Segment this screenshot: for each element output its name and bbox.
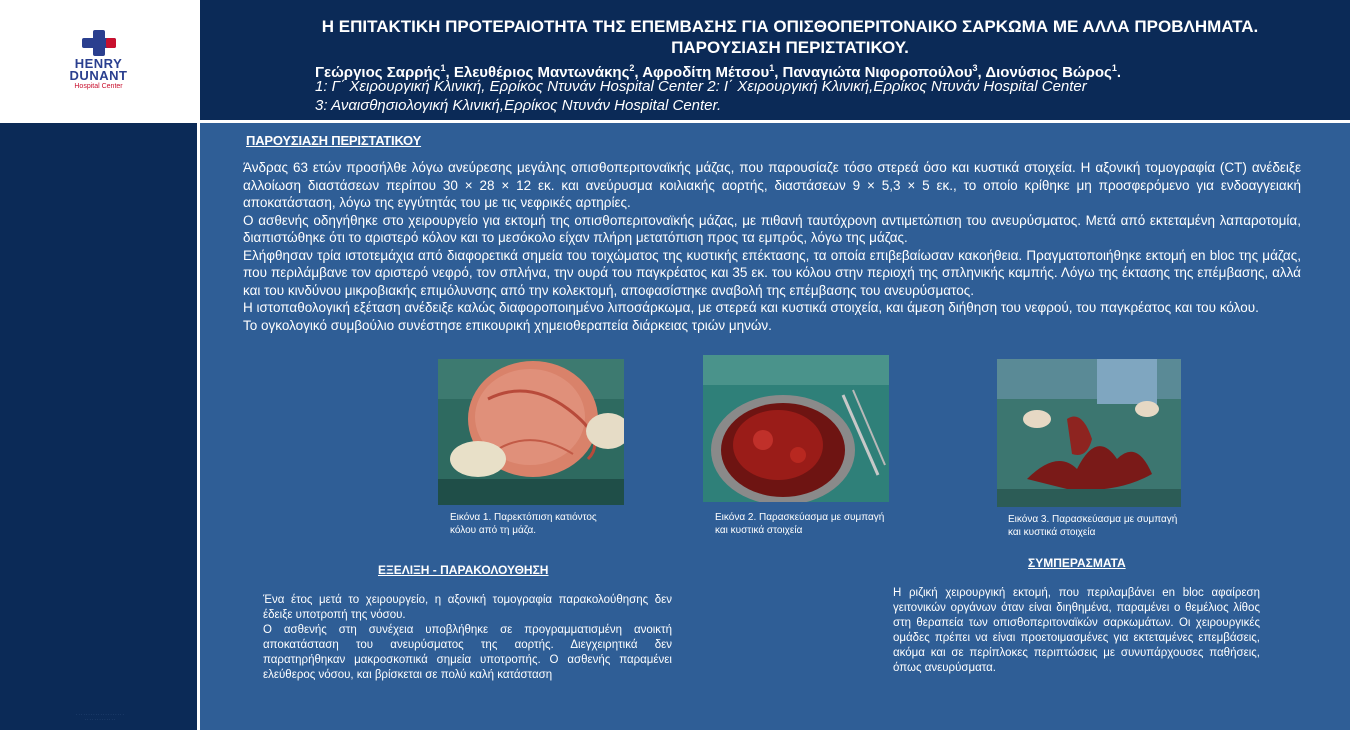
conclusions-text — [893, 586, 1260, 676]
affiliation-line-1: 1: Γ΄ Χειρουργική Κλινική, Ερρίκος Ντυνάν Hospital Center 2: Ι΄ Χειρουργική Κλινική,Ερρίκος Ντυνάν Hospital Center — [315, 78, 1087, 95]
logo-text-hospital: Hospital Center — [74, 82, 123, 90]
author-affiliation-number: 1 — [440, 63, 446, 73]
followup-paragraph: Ένα έτος μετά το χειρουργείο, η αξονική τομογραφία παρακολούθησης δεν έδειξε υποτροπή της νόσου. — [263, 594, 672, 621]
poster-body — [200, 123, 1350, 730]
cross-icon — [82, 30, 116, 56]
intro-paragraph: Ο ασθενής οδηγήθηκε στο χειρουργείο για εκτομή της οπισθοπεριτοναϊκής μάζας, με πιθανή ταυτόχρονη αντιμετώπιση του ανευρύσματος. Μετά από εκτεταμένη λαπαροτομία, διαπιστώθηκε ότι το αριστερό κόλον και το μεσόκολο είχαν πλήρη μετατόπιση προς τα εμπρός, λόγω της μάζας. — [243, 212, 1301, 245]
hospital-logo — [0, 0, 197, 120]
logo-text-henry: HENRY — [74, 55, 123, 71]
figure-1-caption: Εικόνα 1. Παρεκτόπιση κατιόντος κόλου από τη μάζα. — [450, 512, 597, 536]
author-name: Διονύσιος Βώρος — [985, 64, 1112, 81]
conclusions-heading: ΣΥΜΠΕΡΑΣΜΑΤΑ — [1028, 556, 1126, 570]
conclusions-paragraph: Η ριζική χειρουργική εκτομή, που περιλαμβάνει en bloc αφαίρεση γειτονικών οργάνων όταν είναι διηθημένα, παραμένει ο θεμέλιος λίθος στη θεραπεία των οπισθοπεριτοναϊκών σαρκωμάτων. Οι χειρουργικές ομάδες πρέπει να είναι προετοιμασμένες για εκτεταμένες επεμβάσεις, ακόμα και σε περίπλοκες περιπτώσεις με συνυπάρχουσες παθήσεις, όπως ανευρύσματα. — [893, 587, 1260, 674]
poster-header — [200, 0, 1350, 120]
followup-paragraph: Ο ασθενής στη συνέχεια υποβλήθηκε σε προγραμματισμένη ανοικτή αποκατάσταση του ανευρύσματος της αορτής. Διεγχειρητικά δεν παρατηρήθηκαν μακροσκοπικά σημεία υποτροπής. Ο ασθενής παραμένει ελεύθερος νόσου, και βρίσκεται σε πολύ καλή κατάσταση — [263, 624, 672, 681]
sidebar-footer-decoration: · · · · · · · · · · · · · · · · · · · · · · · · · · · · · · · · · — [76, 712, 124, 722]
figure-3-caption: Εικόνα 3. Παρασκεύασμα με συμπαγή και κυστικά στοιχεία — [1008, 514, 1178, 538]
author-name: Ελευθέριος Μαντωνάκης — [453, 64, 630, 81]
author-affiliation-number: 3 — [972, 63, 978, 73]
case-presentation-heading: ΠΑΡΟΥΣΙΑΣΗ ΠΕΡΙΣΤΑΤΙΚΟΥ — [246, 133, 422, 148]
title-line-1: Η ΕΠΙΤΑΚΤΙΚΗ ΠΡΟΤΕΡΑΙΟΤΗΤΑ ΤΗΣ ΕΠΕΜΒΑΣΗΣ ΓΙΑ ΟΠΙΣΘΟΠΕΡΙΤΟΝΑΙΚΟ ΣΑΡΚΩΜΑ ΜΕ ΑΛΛΑ ΠΡΟΒΛΗΜΑΤΑ. — [321, 17, 1259, 36]
figure-2-caption: Εικόνα 2. Παρασκεύασμα με συμπαγή και κυστικά στοιχεία — [715, 512, 885, 536]
author-name: Παναγιώτα Νιφοροπούλου — [782, 64, 973, 81]
author-name: Γεώργιος Σαρρής — [315, 64, 441, 81]
figure-2-photo — [703, 355, 889, 502]
poster-title — [200, 16, 1350, 58]
intro-paragraph: Η ιστοπαθολογική εξέταση ανέδειξε καλώς διαφοροποιημένο λιποσάρκωμα, με στερεά και κυστικά στοιχεία, και άμεση διήθηση του νεφρού, του παγκρέατος και του κόλου. — [243, 300, 1259, 315]
author-affiliation-number: 2 — [629, 63, 635, 73]
intro-paragraph: Άνδρας 63 ετών προσήλθε λόγω ανεύρεσης μεγάλης οπισθοπεριτοναϊκής μάζας, που παρουσίαζε τόσο στερεά όσο και κυστικά στοιχεία. Η αξονική τομογραφία (CT) ανέδειξε αλλοίωση διαστάσεων περίπου 30 × 28 × 12 εκ. και ανεύρυσμα κοιλιακής αορτής, διαστάσεων 9 × 5,3 × 5 εκ., το οποίο κρίθηκε μη προσφερόμενο για ενδοαγγειακή αποκατάσταση, λόγω της εγγύτητάς του με τις νεφρικές αρτηρίες. — [243, 160, 1301, 210]
author-affiliation-number: 1 — [769, 63, 775, 73]
affiliation-line-2: 3: Αναισθησιολογική Κλινική,Ερρίκος Ντυνάν Hospital Center. — [315, 97, 722, 114]
followup-heading: ΕΞΕΛΙΞΗ - ΠΑΡΑΚΟΛΟΥΘΗΣΗ — [378, 563, 549, 577]
intro-paragraph: Ελήφθησαν τρία ιστοτεμάχια από διαφορετικά σημεία του τοιχώματος της κυστικής επέκτασης, τα οποία επιβεβαίωσαν κακοήθεια. Πραγματοποιήθηκε εκτομή en bloc της μάζας, που περιλάμβανε τον αριστερό νεφρό, τον σπλήνα, την ουρά του παγκρέατος και 35 εκ. του κόλου στην περιοχή της σπληνικής καμπής. Λόγω της έκτασης της επέμβασης, αλλά και του κινδύνου μικροβιακής επιμόλυνσης από την κολεκτομή, αποφασίστηκε αναβολή της επέμβασης του ανευρύσματος. — [243, 247, 1301, 298]
intro-paragraph: Το ογκολογικό συμβούλιο συνέστησε επικουρική χημειοθεραπεία διάρκειας τριών μηνών. — [243, 317, 772, 333]
author-affiliation-number: 1 — [1111, 63, 1117, 73]
author-name: Αφροδίτη Μέτσου — [642, 64, 770, 81]
case-presentation-text — [243, 159, 1301, 334]
followup-text — [263, 593, 672, 683]
left-sidebar — [0, 0, 197, 730]
title-line-2: ΠΑΡΟΥΣΙΑΣΗ ΠΕΡΙΣΤΑΤΙΚΟΥ. — [671, 38, 909, 57]
figure-3-photo — [997, 359, 1181, 507]
logo-text-dunant: DUNANT — [69, 67, 128, 83]
figure-1-photo — [438, 359, 624, 505]
author-list: Γεώργιος Σαρρής$^1$, Ελευθέριος Μαντωνάκης$^2$, Αφροδίτη Μέτσου$^1$, Παναγιώτα Νιφοροπούλου$^3$, Διονύσιος Βώρος$^1$. — [315, 63, 1122, 81]
